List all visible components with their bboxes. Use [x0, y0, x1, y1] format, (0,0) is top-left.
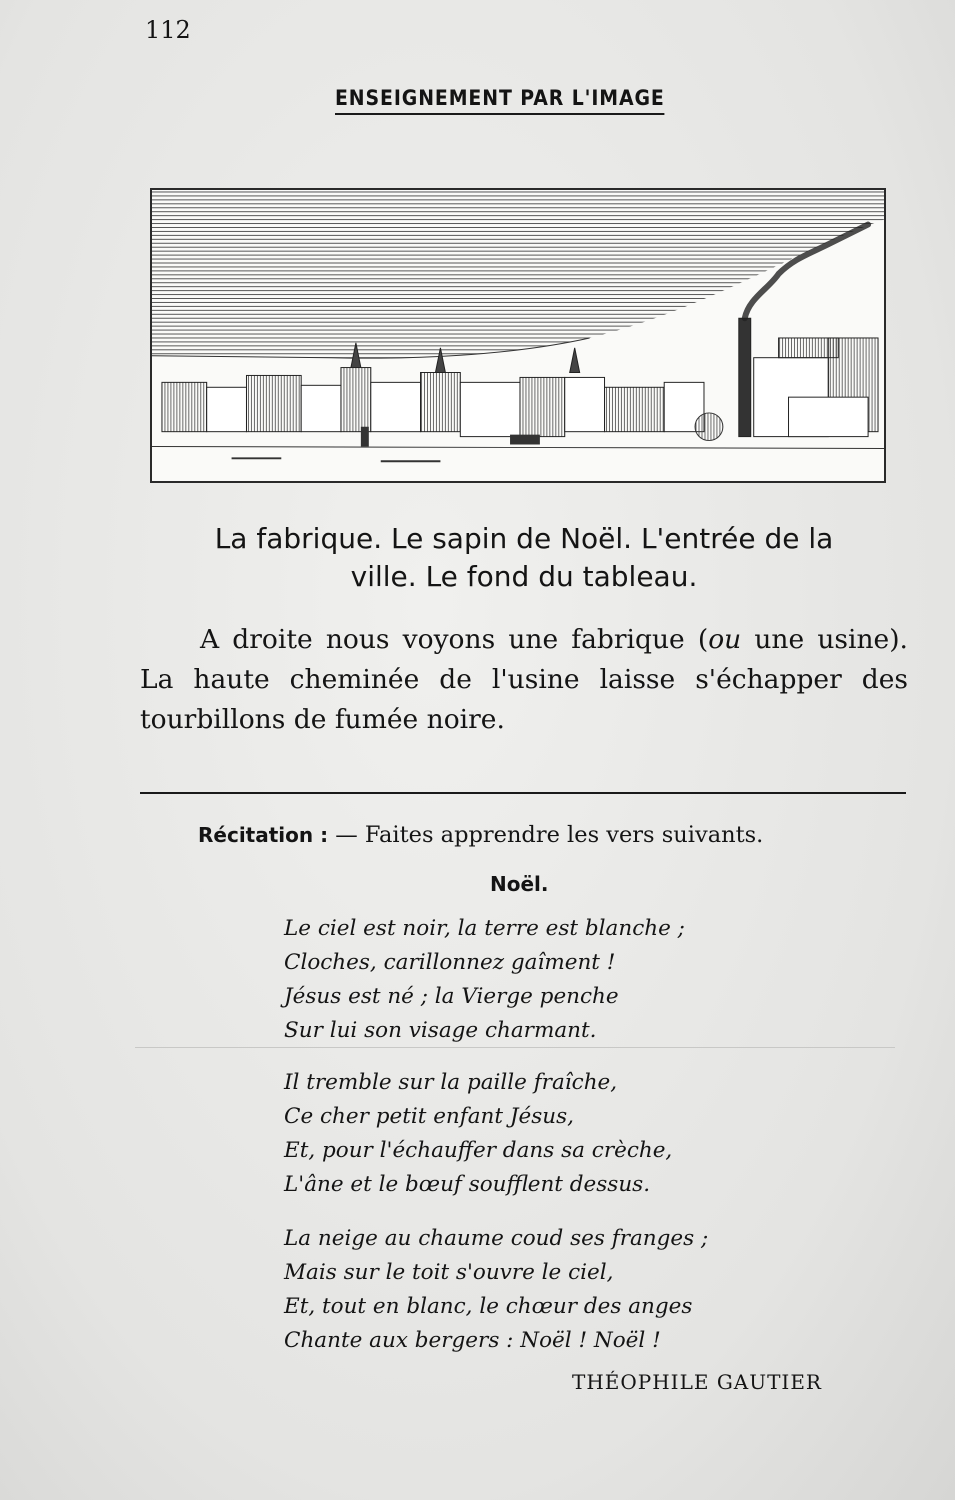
poem-line: Ce cher petit enfant Jésus,	[284, 1104, 574, 1129]
caption-line-2: ville. Le fond du tableau.	[350, 560, 698, 593]
poem-line: La neige au chaume coud ses franges ;	[284, 1226, 709, 1251]
poem-stanza-2	[284, 1066, 844, 1202]
section-divider	[140, 792, 906, 794]
poem-title: Noël.	[490, 872, 549, 896]
paragraph-italic: ou	[708, 624, 742, 655]
description-paragraph	[140, 620, 908, 740]
poem-author: THÉOPHILE GAUTIER	[572, 1370, 822, 1394]
poem-line: Mais sur le toit s'ouvre le ciel,	[284, 1260, 614, 1285]
illustration-winter-town	[150, 188, 886, 483]
caption-line-1: La fabrique. Le sapin de Noël. L'entrée de la	[214, 522, 834, 555]
poem-line: Sur lui son visage charmant.	[284, 1018, 597, 1043]
section-title: ENSEIGNEMENT PAR L'IMAGE	[335, 86, 665, 115]
recitation-label: Récitation :	[198, 823, 329, 847]
poem-line: Et, pour l'échauffer dans sa crèche,	[284, 1138, 673, 1163]
recitation-text: — Faites apprendre les vers suivants.	[328, 822, 764, 848]
poem-line: Et, tout en blanc, le chœur des anges	[284, 1294, 693, 1319]
recitation-instruction	[198, 822, 898, 848]
poem-line: Chante aux bergers : Noël ! Noël !	[284, 1328, 661, 1353]
image-caption	[138, 520, 910, 596]
poem-stanza-1	[284, 912, 844, 1048]
illustration-svg	[152, 190, 884, 481]
poem-stanza-3	[284, 1222, 844, 1358]
paragraph-text-end: une usine). La haute cheminée de l'usine laisse s'échapper des tourbillons de fumée noire.	[140, 624, 908, 735]
poem-line: Le ciel est noir, la terre est blanche ;	[284, 916, 685, 941]
poem-line: Jésus est né ; la Vierge penche	[284, 984, 619, 1009]
poem-line: Il tremble sur la paille fraîche,	[284, 1070, 618, 1095]
paragraph-text-start: A droite nous voyons une fabrique (	[200, 624, 709, 655]
poem-line: Cloches, carillonnez gaîment !	[284, 950, 616, 975]
poem-line: L'âne et le bœuf soufflent dessus.	[284, 1172, 651, 1197]
bleed-through-divider	[135, 1047, 895, 1048]
page-number: 112	[145, 16, 191, 44]
